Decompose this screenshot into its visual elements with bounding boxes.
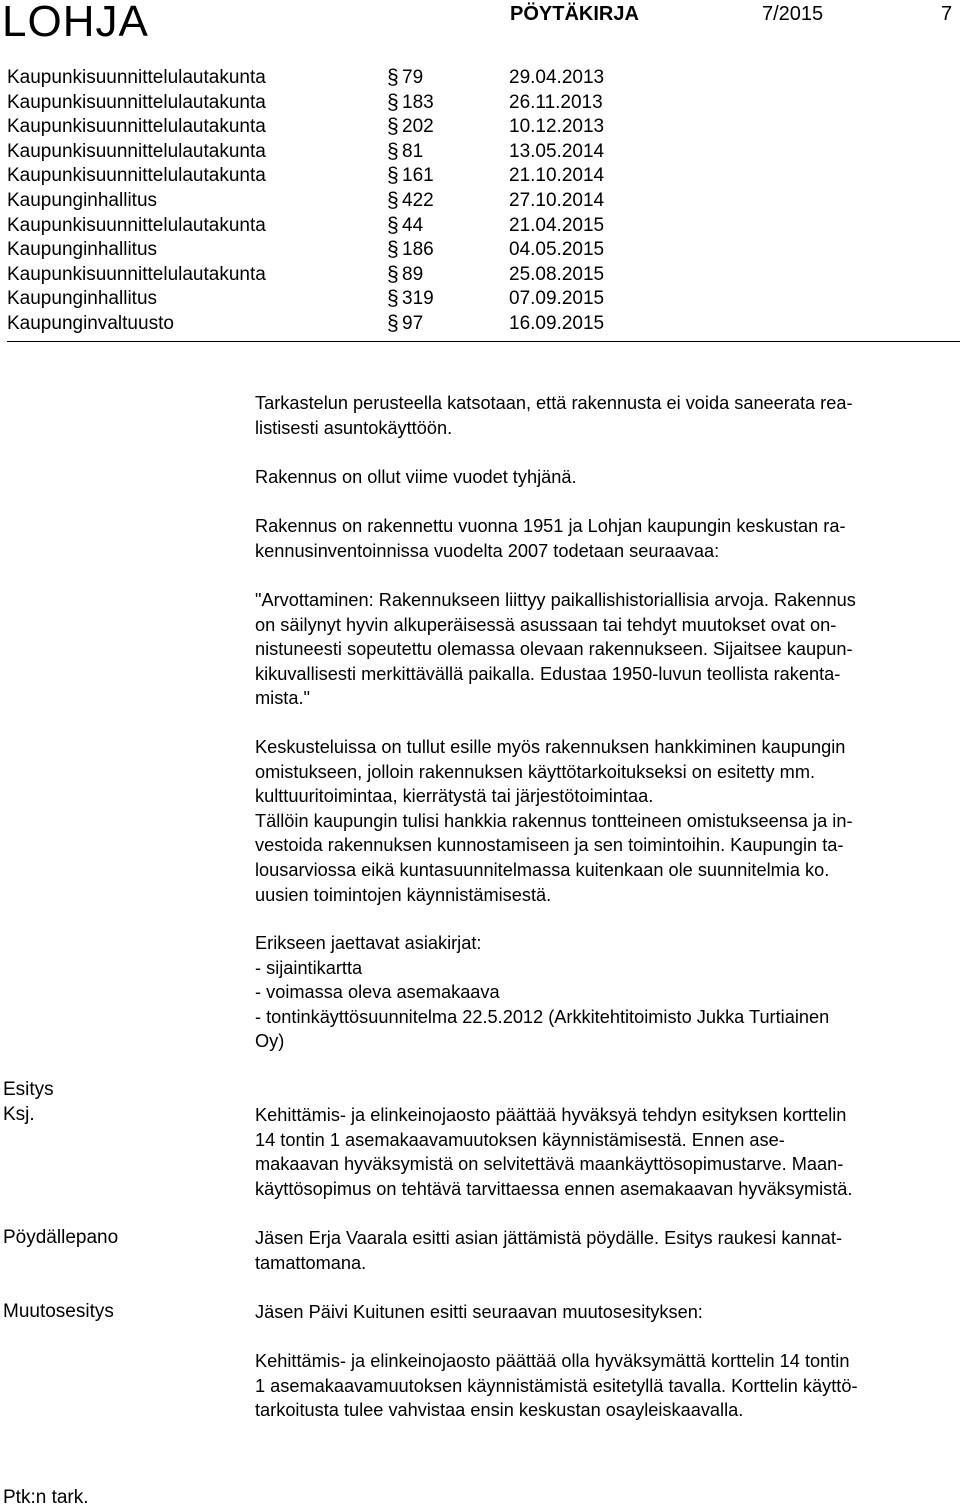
text-line: "Arvottaminen: Rakennukseen liittyy paikallishistoriallisia arvoja. Rakennus [255, 590, 856, 610]
history-section-number: 97 [402, 312, 424, 334]
text-line: Kehittämis- ja elinkeinojaosto päättää olla hyväksymättä korttelin 14 tontin [255, 1351, 850, 1371]
history-section-number: 183 [402, 91, 434, 113]
history-row [7, 189, 960, 214]
history-body: Kaupunginvaltuusto [7, 312, 174, 334]
section-sign: § [387, 115, 399, 139]
history-section-number: 79 [402, 67, 424, 88]
paragraph-quote [255, 588, 955, 711]
history-list [7, 66, 960, 342]
text-line: 1 asemakaavamuutoksen käynnistämistä esitetyllä tavalla. Korttelin käyttö- [255, 1375, 858, 1396]
text-line: Jäsen Päivi Kuitunen esitti seuraavan muutosesityksen: [255, 1302, 703, 1322]
history-row [7, 312, 960, 337]
section-sign: § [387, 262, 399, 286]
history-section-number: 186 [402, 239, 434, 261]
text-line: - tontinkäyttösuunnitelma 22.5.2012 (Arkkitehtitoimisto Jukka Turtiainen [255, 1006, 830, 1027]
history-date: 21.10.2014 [509, 165, 605, 187]
history-date: 07.09.2015 [509, 288, 605, 310]
section-sign: § [387, 139, 399, 163]
history-section-number: 202 [402, 116, 434, 138]
history-date: 16.09.2015 [509, 312, 605, 334]
document-type: PÖYTÄKIRJA [510, 3, 639, 25]
history-section-number: 89 [402, 263, 424, 285]
document-number: 7/2015 [762, 3, 824, 25]
history-body: Kaupunginhallitus [7, 288, 158, 310]
section-sign: § [387, 213, 399, 237]
paragraph-amendment-intro [255, 1300, 955, 1325]
label-muutosesitys: Muutosesitys [3, 1301, 114, 1322]
history-date: 10.12.2013 [509, 116, 605, 138]
text-line: - sijaintikartta [255, 957, 363, 978]
section-sign: § [387, 90, 399, 114]
text-line: Jäsen Erja Vaarala esitti asian jättämistä pöydälle. Esitys raukesi kannat- [255, 1228, 842, 1248]
text-line: Rakennus on ollut viime vuodet tyhjänä. [255, 467, 577, 487]
text-line: - voimassa oleva asemakaava [255, 982, 500, 1003]
history-date: 21.04.2015 [509, 214, 605, 236]
city-logo: LOHJA [2, 0, 149, 46]
text-line: on säilynyt hyvin alkuperäisessä asussaan tai tehdyt muutokset ovat on- [255, 614, 837, 635]
text-line: Erikseen jaettavat asiakirjat: [255, 933, 482, 953]
history-date: 04.05.2015 [509, 239, 605, 261]
history-body: Kaupunkisuunnittelulautakunta [7, 140, 266, 162]
text-line: Keskusteluissa on tullut esille myös rakennuksen hankkiminen kaupungin [255, 737, 846, 757]
paragraph-amendment [255, 1349, 955, 1423]
history-row [7, 287, 960, 312]
history-row [7, 140, 960, 165]
section-sign: § [387, 164, 399, 188]
text-line: Rakennus on rakennettu vuonna 1951 ja Lohjan kaupungin keskustan ra- [255, 516, 846, 536]
history-body: Kaupunkisuunnittelulautakunta [7, 263, 266, 285]
text-line: Tarkastelun perusteella katsotaan, että rakennusta ei voida saneerata rea- [255, 393, 853, 413]
text-line: nistuneesti sopeutettu olemassa olevaan rakennukseen. Sijaitsee kaupun- [255, 639, 853, 660]
section-sign: § [387, 287, 399, 311]
paragraph-discussions [255, 735, 955, 907]
text-line: Kehittämis- ja elinkeinojaosto päättää hyväksyä tehdyn esityksen korttelin [255, 1105, 847, 1125]
history-row [7, 214, 960, 239]
text-line: kennusinventoinnissa vuodelta 2007 todetaan seuraavaa: [255, 540, 720, 561]
section-sign: § [387, 66, 399, 89]
text-line: kikuvallisesti merkittävällä paikalla. Edustaa 1950-luvun teollista rakenta- [255, 663, 841, 684]
history-section-number: 81 [402, 140, 424, 162]
history-date: 25.08.2015 [509, 263, 605, 285]
history-body: Kaupunginhallitus [7, 189, 158, 211]
paragraph-proposal [255, 1103, 955, 1201]
section-sign: § [387, 311, 399, 335]
text-line: makaavan hyväksymistä on selvitettävä maankäyttösopimustarve. Maan- [255, 1154, 844, 1175]
history-row [7, 115, 960, 140]
history-date: 13.05.2014 [509, 140, 605, 162]
label-ksj: Ksj. [3, 1104, 35, 1125]
paragraph-vacant [255, 465, 955, 490]
text-line: 14 tontin 1 asemakaavamuutoksen käynnistämisestä. Ennen ase- [255, 1129, 785, 1150]
history-section-number: 161 [402, 165, 434, 187]
history-section-number: 422 [402, 189, 434, 211]
text-line: käyttösopimus on tehtävä tarvittaessa ennen asemakaavan hyväksymistä. [255, 1178, 853, 1199]
text-line: listisesti asuntokäyttöön. [255, 417, 453, 438]
history-row [7, 263, 960, 288]
text-line: tarkoitusta tulee vahvistaa ensin keskustan osayleiskaavalla. [255, 1400, 744, 1421]
history-date: 27.10.2014 [509, 189, 605, 211]
history-row [7, 66, 960, 91]
text-line: Tällöin kaupungin tulisi hankkia rakennus tontteineen omistukseensa ja in- [255, 810, 853, 831]
history-row [7, 238, 960, 263]
history-body: Kaupunkisuunnittelulautakunta [7, 67, 266, 88]
text-line: vestoida rakennuksen kunnostamiseen ja sen toimintoihin. Kaupungin ta- [255, 835, 844, 856]
history-section-number: 44 [402, 214, 424, 236]
page-number: 7 [941, 3, 953, 25]
paragraph-tabling [255, 1226, 955, 1275]
history-body: Kaupunkisuunnittelulautakunta [7, 91, 266, 113]
text-line: uusien toimintojen käynnistämisestä. [255, 884, 552, 905]
text-line: tamattomana. [255, 1252, 367, 1273]
history-body: Kaupunkisuunnittelulautakunta [7, 214, 266, 236]
attachments-list [255, 931, 955, 1054]
text-line: kulttuuritoimintaa, kierrätystä tai järjestötoimintaa. [255, 786, 654, 807]
history-date: 29.04.2013 [509, 67, 605, 88]
history-body: Kaupunkisuunnittelulautakunta [7, 165, 266, 187]
history-section-number: 319 [402, 288, 434, 310]
section-sign: § [387, 238, 399, 262]
text-line: mista." [255, 688, 310, 709]
history-row [7, 164, 960, 189]
history-body: Kaupunkisuunnittelulautakunta [7, 116, 266, 138]
text-line: lousarviossa eikä kuntasuunnitelmassa kuitenkaan ole suunnitelmia ko. [255, 859, 830, 880]
history-date: 26.11.2013 [509, 91, 603, 113]
label-poydallepano: Pöydällepano [3, 1227, 119, 1248]
history-row [7, 91, 960, 116]
footer-checker-label: Ptk:n tark. [3, 1487, 89, 1508]
paragraph-built [255, 514, 955, 563]
section-sign: § [387, 188, 399, 212]
text-line: omistukseen, jolloin rakennuksen käyttötarkoitukseksi on esitetty mm. [255, 761, 816, 782]
label-esitys: Esitys [3, 1079, 54, 1100]
text-line: Oy) [255, 1031, 285, 1052]
history-body: Kaupunginhallitus [7, 239, 158, 261]
paragraph-assessment [255, 391, 955, 440]
